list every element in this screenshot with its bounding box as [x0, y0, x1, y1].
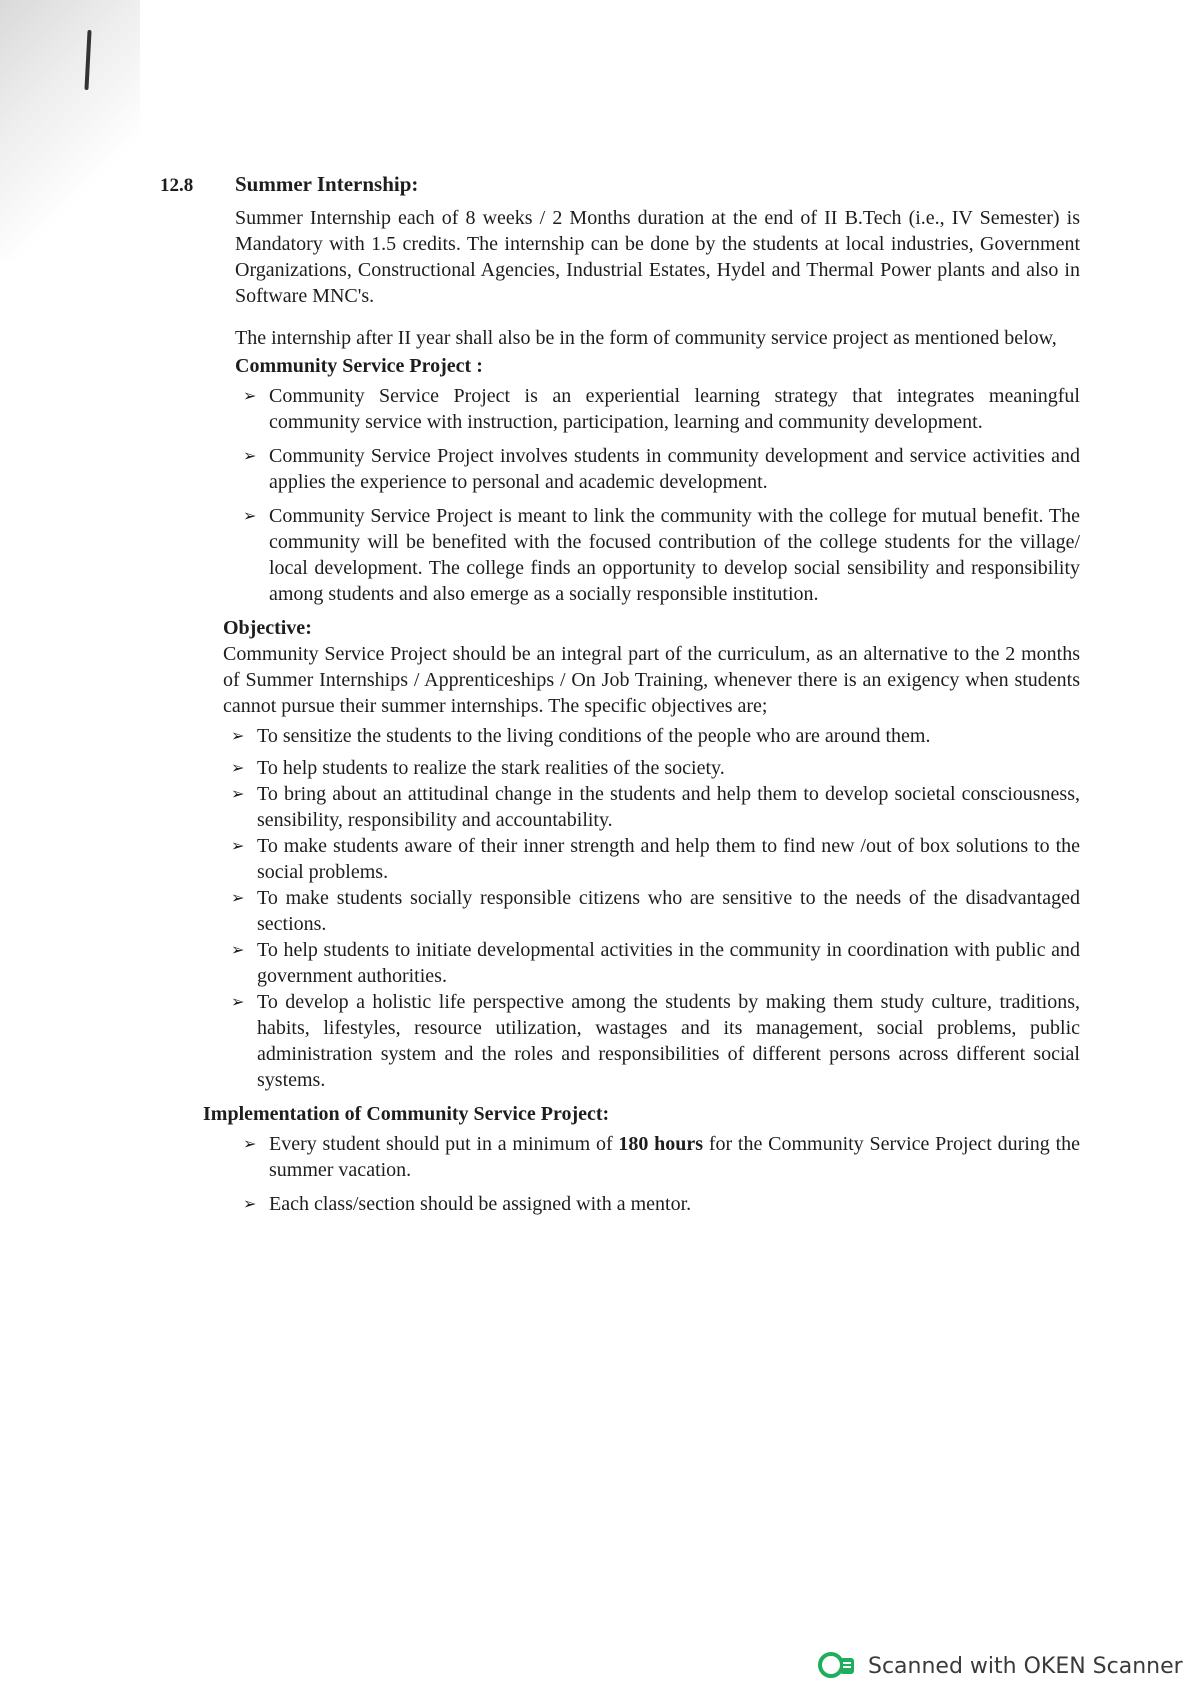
list-item-text: To bring about an attitudinal change in the students and help them to develop societal consciousness, sensibility, responsibility and accountability.: [257, 783, 1080, 831]
list-item: [223, 937, 1080, 989]
implementation-list: [235, 1131, 1080, 1217]
list-item: [235, 383, 1080, 435]
arrow-bullet-icon: ➢: [231, 758, 245, 777]
arrow-bullet-icon: ➢: [231, 888, 245, 907]
list-item: [223, 989, 1080, 1093]
objective-paragraph: Community Service Project should be an integral part of the curriculum, as an alternative to the 2 months of Summer Internships / Apprenticeships / On Job Training, whenever there is an exigency when students cannot pursue their summer internships. The specific objectives are;: [223, 643, 1080, 717]
section-title: Summer Internship:: [235, 172, 419, 196]
objective-heading: Objective:: [223, 617, 312, 639]
list-item-text: Community Service Project is an experiential learning strategy that integrates meaningful community service with instruction, participation, learning and community development.: [269, 385, 1080, 433]
list-item-text: To help students to realize the stark realities of the society.: [257, 757, 725, 779]
list-item-text: To sensitize the students to the living conditions of the people who are around them.: [257, 725, 931, 747]
arrow-bullet-icon: ➢: [243, 1194, 257, 1213]
arrow-bullet-icon: ➢: [231, 940, 245, 959]
community-intro-paragraph: The internship after II year shall also be in the form of community service project as mentioned below,: [235, 327, 1057, 349]
list-item-text: To make students socially responsible citizens who are sensitive to the needs of the disadvantaged sections.: [257, 887, 1080, 935]
community-list: [235, 383, 1080, 607]
arrow-bullet-icon: ➢: [243, 506, 257, 525]
objective-list: [223, 723, 1080, 1093]
scan-shadow: [0, 0, 140, 260]
section-12-8: [160, 172, 1080, 1225]
arrow-bullet-icon: ➢: [243, 446, 257, 465]
arrow-bullet-icon: ➢: [231, 726, 245, 745]
section-body: [203, 205, 1081, 1217]
arrow-bullet-icon: ➢: [231, 784, 245, 803]
list-item: [235, 1191, 1080, 1217]
arrow-bullet-icon: ➢: [231, 992, 245, 1011]
list-item: [223, 781, 1080, 833]
arrow-bullet-icon: ➢: [243, 386, 257, 405]
list-item-text: To make students aware of their inner strength and help them to find new /out of box solutions to the social problems.: [257, 835, 1080, 883]
watermark-text: Scanned with OKEN Scanner: [868, 1653, 1183, 1679]
community-heading: Community Service Project :: [235, 355, 483, 377]
scanner-watermark: [818, 1652, 1183, 1680]
list-item: [235, 1131, 1080, 1183]
section-heading: [160, 172, 1080, 197]
list-item-text: To develop a holistic life perspective among the students by making them study culture, traditions, habits, lifestyles, resource utilization, wastages and its management, social problems, public administration system and the roles and responsibilities of different persons across different social systems.: [257, 991, 1080, 1091]
arrow-bullet-icon: ➢: [243, 1134, 257, 1153]
internship-paragraph: Summer Internship each of 8 weeks / 2 Months duration at the end of II B.Tech (i.e., IV Semester) is Mandatory with 1.5 credits. The internship can be done by the students at local industries, Government Organizations, Constructional Agencies, Industrial Estates, Hydel and Thermal Power plants and also in Software MNC's.: [235, 207, 1080, 307]
hours-text-post: for the Community Service Project during the summer vacation.: [269, 1133, 1081, 1181]
list-item: [223, 833, 1080, 885]
hours-value: 180 hours: [618, 1133, 704, 1155]
implementation-heading: Implementation of Community Service Project:: [203, 1103, 610, 1125]
list-item-text: Each class/section should be assigned with a mentor.: [269, 1193, 692, 1215]
list-item: [235, 503, 1080, 607]
list-item-text: To help students to initiate developmental activities in the community in coordination with public and government authorities.: [257, 939, 1080, 987]
list-item-text: Community Service Project is meant to link the community with the college for mutual benefit. The community will be benefited with the focused contribution of the college students for the village/ local development. The college finds an opportunity to develop social sensibility and responsibility among students and also emerge as a socially responsible institution.: [269, 505, 1080, 605]
oken-logo-icon: [818, 1652, 858, 1680]
list-item: [223, 755, 1080, 781]
list-item-text: [269, 1131, 1080, 1183]
arrow-bullet-icon: ➢: [231, 836, 245, 855]
list-item: [223, 723, 1080, 749]
list-item-text: Community Service Project involves students in community development and service activities and applies the experience to personal and academic development.: [269, 445, 1080, 493]
objective-block: [223, 615, 1080, 1093]
hours-text-pre: Every student should put in a minimum of: [269, 1133, 619, 1155]
list-item: [223, 885, 1080, 937]
section-number: 12.8: [160, 175, 194, 196]
implementation-block: [203, 1101, 1080, 1217]
list-item: [235, 443, 1080, 495]
